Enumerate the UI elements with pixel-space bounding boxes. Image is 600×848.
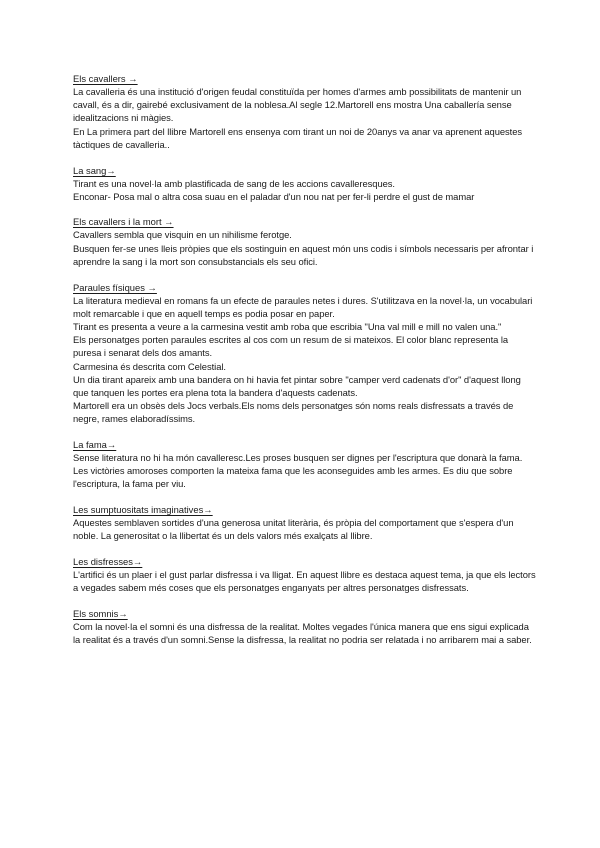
paragraph: Enconar- Posa mal o altra cosa suau en el paladar d'un nou nat per fer-li perdre el gust de mamar bbox=[73, 190, 475, 202]
paragraph: La cavalleria és una institució d'origen feudal constituïda per homes d'armes amb possibilitats de mantenir un cavall, és a dir, gairebé exclusivament de la noblesa.Al segle 12.Martorell ens mostra Una caballería sense idealitzacions ni màgies. bbox=[73, 86, 522, 124]
paragraph: Un dia tirant apareix amb una bandera on hi havia fet pintar sobre "camper verd cadenats d'or" d'aquest llong que tanquen les portes era plena tota la bandera d'aquests cadenats. bbox=[73, 373, 521, 398]
section-els-cavallers-i-la-mort bbox=[73, 215, 536, 268]
section-heading: Els cavallers i la mort → bbox=[73, 216, 174, 228]
section-heading: Els cavallers → bbox=[73, 73, 138, 84]
section-els-cavallers bbox=[73, 72, 536, 151]
section-la-fama bbox=[73, 438, 536, 491]
paragraph: L'artifici és un plaer i el gust parlar disfressa i va lligat. En aquest llibre es destaca aquest tema, ja que els lectors a vegades sabem més coses que els personatges enganyats per altres personatges disfressats. bbox=[73, 569, 536, 594]
section-heading: La fama→ bbox=[73, 439, 117, 451]
paragraph: Cavallers sembla que visquin en un nihilisme ferotge. bbox=[73, 229, 292, 241]
paragraph: Busquen fer-se unes lleis pròpies que els sostinguin en aquest món uns codis i símbols necessaris per afrontar i aprendre la sang i la mort son consubstancials els seu ofici. bbox=[73, 242, 534, 267]
paragraph: Martorell era un obsès dels Jocs verbals.Els noms dels personatges són noms reals disfressats a través de negre, rames elaboradíssims. bbox=[73, 400, 514, 425]
paragraph: Carmesina és descrita com Celestial. bbox=[73, 360, 226, 372]
paragraph: Sense literatura no hi ha món cavalleresc.Les proses busquen ser dignes per l'escriptura que donarà la fama. bbox=[73, 452, 523, 464]
section-els-somnis bbox=[73, 607, 536, 646]
section-heading: Les disfresses→ bbox=[73, 556, 143, 568]
paragraph: Les victòries amoroses comporten la mateixa fama que les aconseguides amb les armes. Es diu que sobre l'escriptura, la fama per viu. bbox=[73, 465, 513, 490]
section-les-disfresses bbox=[73, 555, 536, 594]
paragraph: Tirant es presenta a veure a la carmesina vestit amb roba que escribia "Una val mill e mill no valen una." bbox=[73, 320, 502, 332]
section-sumptuositats-imaginatives bbox=[73, 503, 536, 542]
section-heading: Paraules físiques → bbox=[73, 281, 157, 293]
paragraph: Com la novel·la el somni és una disfressa de la realitat. Moltes vegades l'única manera que ens sigui explicada la realitat és a través d'un somni.Sense la disfressa, la realitat no podria ser relatada i no arribarem mai a saber. bbox=[73, 620, 532, 646]
paragraph: En La primera part del llibre Martorell ens ensenya com tirant un noi de 20anys va anar va aprenent aquestes tàctiques de cavalleria.. bbox=[73, 125, 523, 150]
section-heading: Els somnis→ bbox=[73, 607, 128, 619]
section-paraules-fisiques bbox=[73, 281, 536, 426]
section-heading: Les sumptuositats imaginatives→ bbox=[73, 504, 213, 516]
paragraph: La literatura medieval en romans fa un efecte de paraules netes i dures. S'utilitzava en la novel·la, un vocabulari molt remarcable i que en aquell temps es podia posar en paper. bbox=[73, 294, 533, 319]
paragraph: Aquestes semblaven sortides d'una generosa unitat literària, és pròpia del comportament que s'espera d'un noble. La generositat o la llibertat és un dels valors més exalçats al llibre. bbox=[73, 517, 514, 542]
section-la-sang bbox=[73, 164, 536, 203]
paragraph: Els personatges porten paraules escrites al cos com un resum de si mateixos. El color blanc representa la puresa i senarat dels dos amants. bbox=[73, 334, 509, 359]
section-heading: La sang→ bbox=[73, 164, 116, 176]
paragraph: Tirant es una novel·la amb plastificada de sang de les accions cavalleresques. bbox=[73, 177, 395, 189]
